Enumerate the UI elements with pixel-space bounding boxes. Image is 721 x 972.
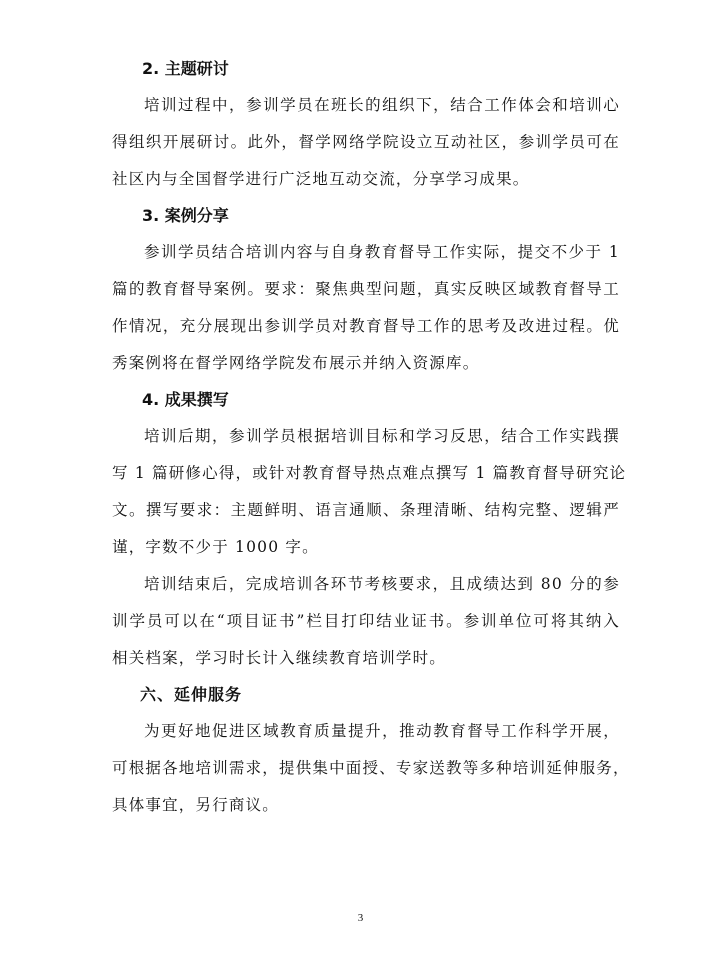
heading-case-sharing: 3. 案例分享 [142,206,229,225]
text-line: 社区内与全国督学进行广泛地互动交流，分享学习成果。 [112,170,530,188]
page-content [112,51,630,824]
paragraph-extended-services [112,713,630,824]
heading-topic-discussion: 2. 主题研讨 [142,59,229,78]
text-line: 具体事宜，另行商议。 [112,796,280,814]
text-line: 谨，字数不少于 1000 字。 [112,538,319,556]
text-line: 得组织开展研讨。此外，督学网络学院设立互动社区，参训学员可在 [112,133,620,151]
paragraph-certificate [112,566,620,677]
paragraph-topic-discussion [112,87,620,198]
text-line: 培训过程中，参训学员在班长的组织下，结合工作体会和培训心 [144,96,620,114]
text-line: 文。撰写要求：主题鲜明、语言通顺、条理清晰、结构完整、逻辑严 [112,501,620,519]
heading-result-writing: 4. 成果撰写 [142,390,229,409]
text-line: 培训后期，参训学员根据培训目标和学习反思，结合工作实践撰 [144,427,620,445]
text-line: 训学员可以在“项目证书”栏目打印结业证书。参训单位可将其纳入 [112,612,620,630]
text-line: 可根据各地培训需求，提供集中面授、专家送教等多种培训延伸服务， [112,759,630,777]
paragraph-result-writing [112,418,627,566]
text-line: 秀案例将在督学网络学院发布展示并纳入资源库。 [112,354,480,372]
text-line: 为更好地促进区域教育质量提升，推动教育督导工作科学开展， [144,722,620,740]
text-line: 参训学员结合培训内容与自身教育督导工作实际，提交不少于 1 [144,243,620,261]
heading-extended-services: 六、延伸服务 [140,685,243,704]
page-number: 3 [357,912,364,924]
text-line: 篇的教育督导案例。要求：聚焦典型问题，真实反映区域教育督导工 [112,280,620,298]
text-line: 培训结束后，完成培训各环节考核要求，且成绩达到 80 分的参 [144,575,620,593]
paragraph-case-sharing [112,234,620,382]
text-line: 写 1 篇研修心得，或针对教育督导热点难点撰写 1 篇教育督导研究论 [112,464,627,482]
text-line: 作情况，充分展现出参训学员对教育督导工作的思考及改进过程。优 [112,317,620,335]
text-line: 相关档案，学习时长计入继续教育培训学时。 [112,649,447,667]
